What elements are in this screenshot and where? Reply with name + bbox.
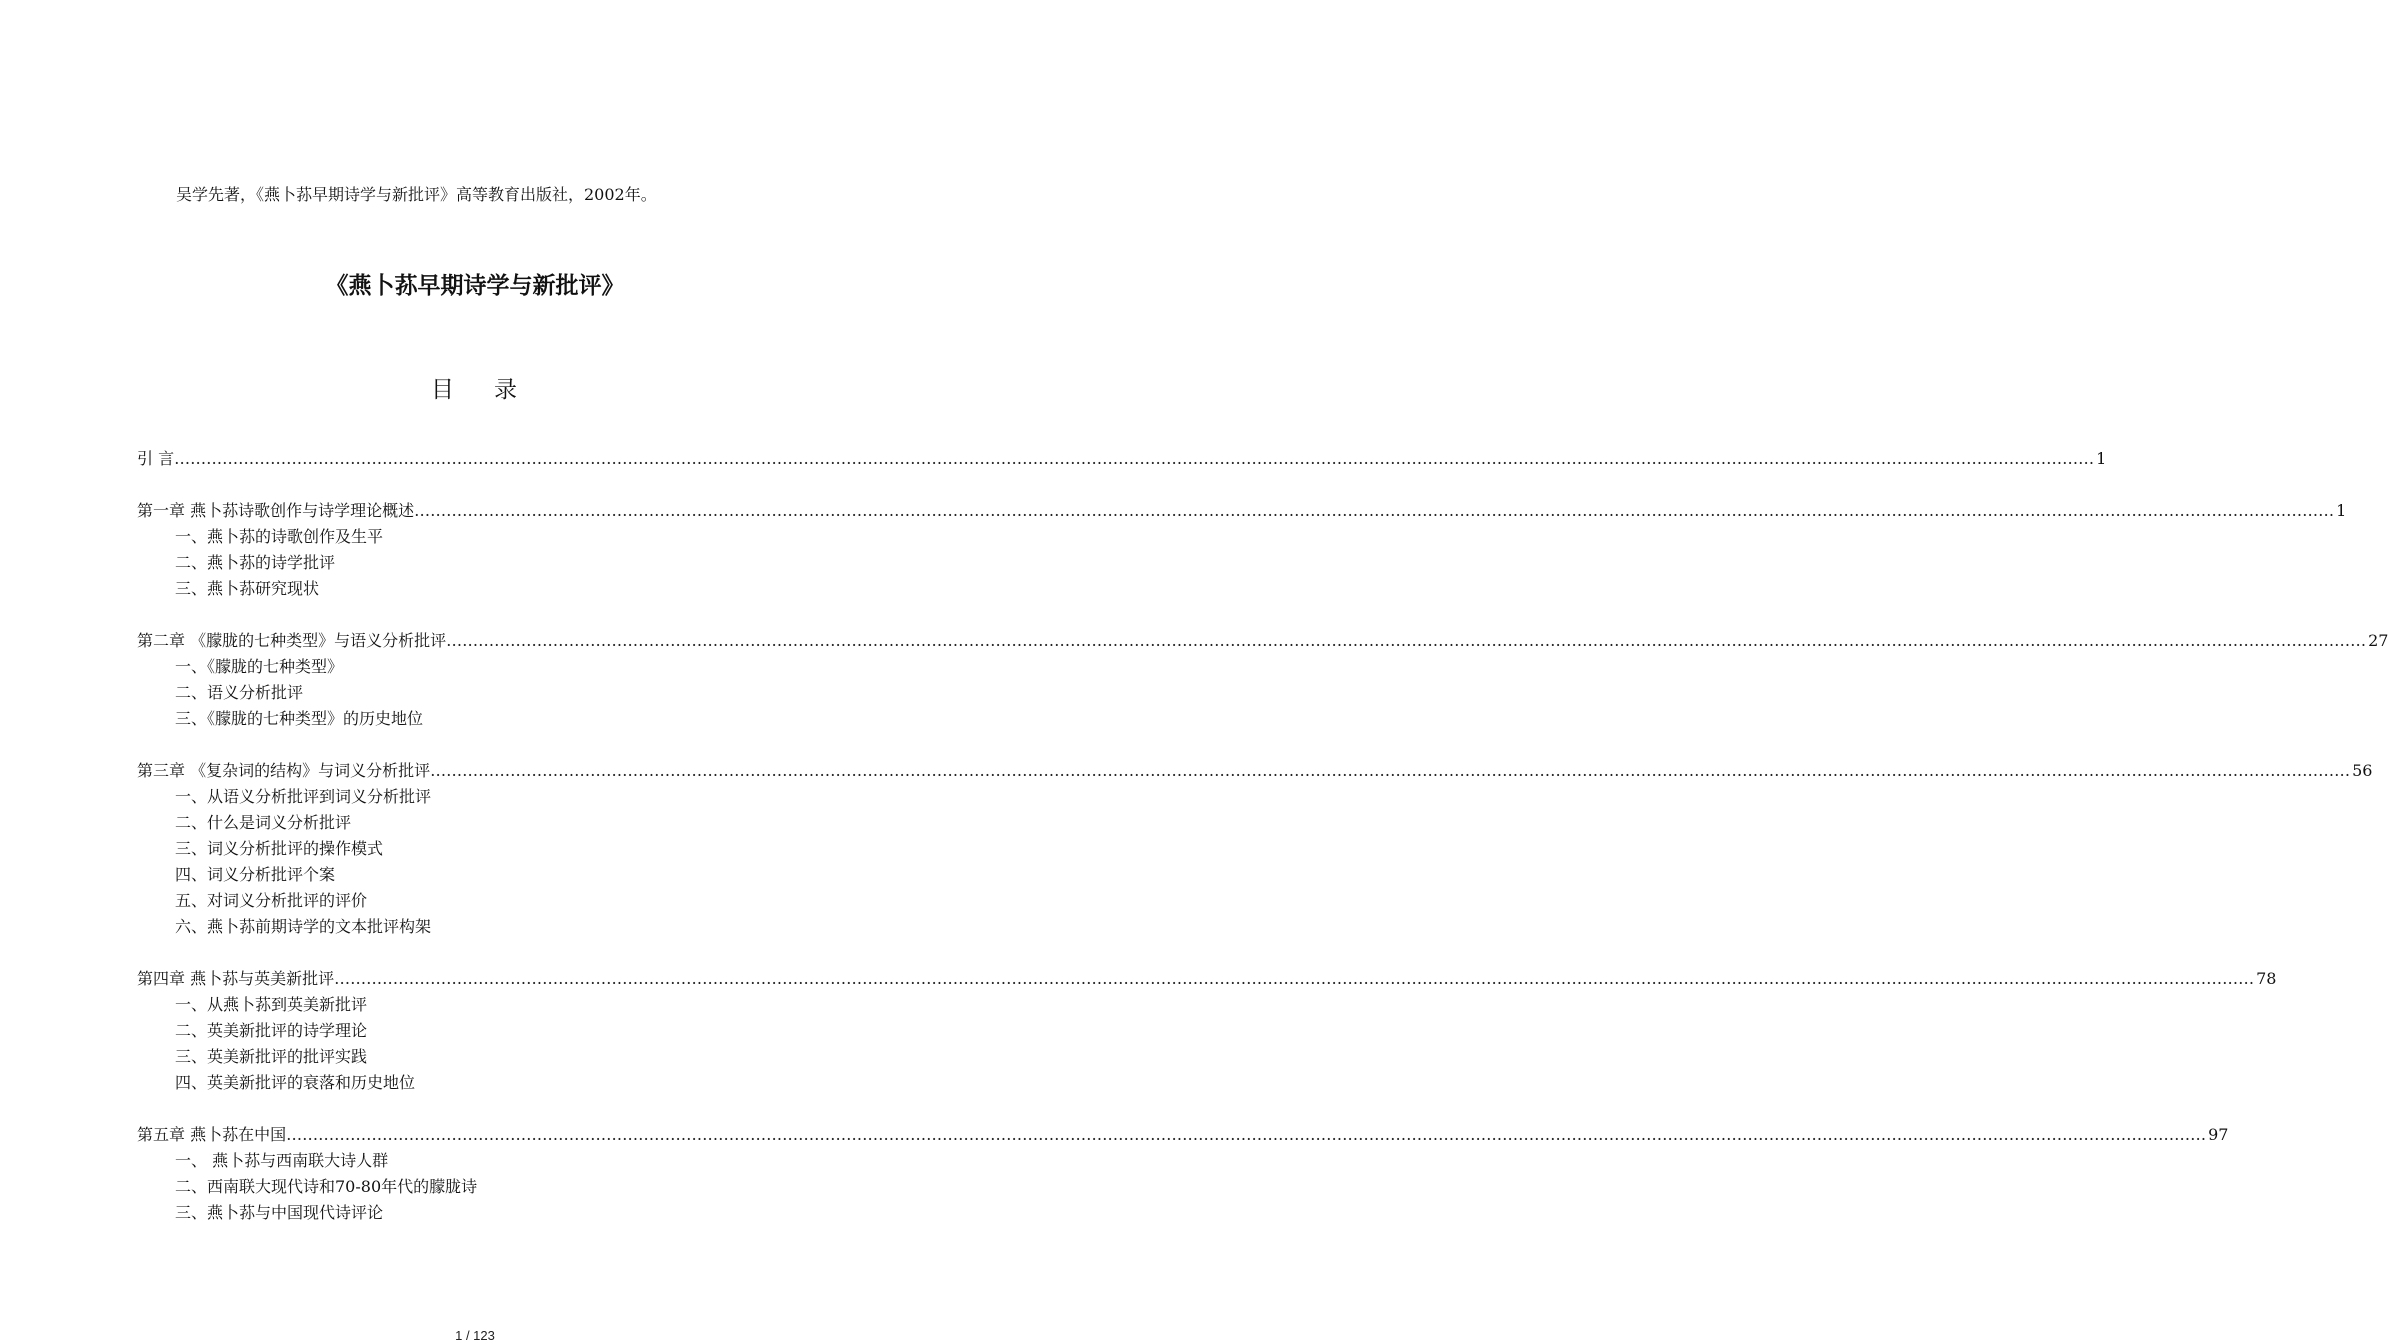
toc-chapter [137,628,2388,732]
toc-section-item[interactable]: 一、《朦胧的七种类型》 [175,657,344,676]
toc-chapter-entry[interactable] [137,446,2107,472]
table-of-contents [137,446,2388,1226]
toc-chapter [137,446,2107,472]
toc-section-item[interactable]: 一、从燕卜荪到英美新批评 [175,995,368,1014]
toc-chapter [137,1122,2229,1226]
toc-section-item[interactable]: 三、词义分析批评的操作模式 [175,839,384,858]
toc-chapter-entry[interactable] [137,498,2347,524]
toc-heading-char-1: 目 [431,377,456,403]
toc-section-item[interactable]: 二、英美新批评的诗学理论 [175,1021,368,1040]
toc-section-item[interactable]: 三、英美新批评的批评实践 [175,1047,368,1066]
toc-dot-leader: ……………………………………………………………………………………………………………………………………………………………………………………………………………………………………………………………………………………………………………………………… [446,631,2367,650]
toc-chapter-entry[interactable] [137,966,2277,992]
toc-section-item[interactable]: 一、燕卜荪的诗歌创作及生平 [175,527,384,546]
toc-dot-leader: ……………………………………………………………………………………………………………………………………………………………………………………………………………………………………………………………………………………………………………………………… [430,761,2351,780]
toc-heading [0,374,950,406]
toc-chapter [137,758,2373,940]
toc-page-number: 1 [2096,449,2107,468]
toc-dot-leader: ……………………………………………………………………………………………………………………………………………………………………………………………………………………………………………………………………………………………………………………………… [334,969,2255,988]
toc-page-number: 97 [2208,1125,2229,1144]
toc-chapter [137,966,2277,1096]
toc-section-item[interactable]: 三、燕卜荪与中国现代诗评论 [175,1203,384,1222]
toc-page-number: 1 [2336,501,2347,520]
book-title: 《燕卜荪早期诗学与新批评》 [325,273,625,299]
toc-chapter-label: 第二章 《朦胧的七种类型》与语义分析批评 [137,631,447,650]
toc-chapter-entry[interactable] [137,1122,2229,1148]
toc-section-item[interactable]: 四、英美新批评的衰落和历史地位 [175,1073,416,1092]
toc-heading-char-2: 录 [494,377,519,403]
toc-section-item[interactable]: 二、西南联大现代诗和70-80年代的朦胧诗 [175,1177,478,1196]
toc-dot-leader: ……………………………………………………………………………………………………………………………………………………………………………………………………………………………………………………………………………………………………………………………… [286,1125,2207,1144]
toc-section-item[interactable]: 二、语义分析批评 [175,683,304,702]
toc-section-item[interactable]: 五、对词义分析批评的评价 [175,891,368,910]
toc-chapter [137,498,2347,602]
toc-section-item[interactable]: 四、词义分析批评个案 [175,865,336,884]
citation-line: 吴学先著，《燕卜荪早期诗学与新批评》高等教育出版社，2002年。 [176,185,657,204]
page-indicator: 1 / 123 [455,1328,495,1343]
toc-section-item[interactable]: 三、燕卜荪研究现状 [175,579,320,598]
toc-chapter-label: 第三章 《复杂词的结构》与词义分析批评 [137,761,431,780]
toc-page-number: 78 [2256,969,2277,988]
toc-page-number: 27 [2368,631,2388,650]
toc-section-item[interactable]: 一、 燕卜荪与西南联大诗人群 [175,1151,389,1170]
toc-page-number: 56 [2352,761,2373,780]
toc-chapter-label: 第五章 燕卜荪在中国 [137,1125,287,1144]
toc-chapter-label: 第四章 燕卜荪与英美新批评 [137,969,335,988]
toc-section-item[interactable]: 二、燕卜荪的诗学批评 [175,553,336,572]
toc-chapter-label: 引 言 [137,449,175,468]
toc-chapter-label: 第一章 燕卜荪诗歌创作与诗学理论概述 [137,501,415,520]
toc-section-item[interactable]: 三、《朦胧的七种类型》的历史地位 [175,709,424,728]
toc-chapter-entry[interactable] [137,758,2373,784]
toc-section-item[interactable]: 六、燕卜荪前期诗学的文本批评构架 [175,917,432,936]
toc-dot-leader: ……………………………………………………………………………………………………………………………………………………………………………………………………………………………………………………………………………………………………………………………… [174,449,2095,468]
toc-section-item[interactable]: 二、什么是词义分析批评 [175,813,352,832]
toc-chapter-entry[interactable] [137,628,2388,654]
toc-section-item[interactable]: 一、从语义分析批评到词义分析批评 [175,787,432,806]
toc-dot-leader: ……………………………………………………………………………………………………………………………………………………………………………………………………………………………………………………………………………………………………………………………… [414,501,2335,520]
